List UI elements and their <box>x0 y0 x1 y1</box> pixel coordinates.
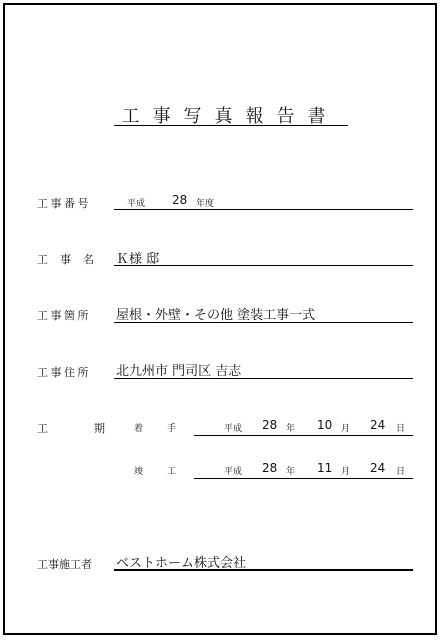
construction-address-underline <box>114 378 413 379</box>
construction-name-value: Ｋ様 邸 <box>116 252 160 267</box>
end-year: 28 <box>262 461 278 475</box>
end-era: 平成 <box>224 467 243 477</box>
end-label: 竣工 <box>134 467 201 477</box>
construction-period-label: 工期 <box>37 422 151 435</box>
start-era: 平成 <box>224 424 243 434</box>
construction-location-value: 屋根・外壁・その他 塗装工事一式 <box>116 308 316 323</box>
end-day: 24 <box>370 461 386 475</box>
contractor-label: 工事施工者 <box>37 558 92 571</box>
construction-name-label: 工事名 <box>37 253 106 266</box>
contractor-value: ベストホーム株式会社 <box>116 556 247 571</box>
start-date-underline <box>194 435 413 436</box>
construction-number-era: 平成 <box>127 199 146 209</box>
end-month-unit: 月 <box>341 467 351 477</box>
end-day-unit: 日 <box>396 467 406 477</box>
construction-number-suffix: 年度 <box>196 199 215 209</box>
start-month: 10 <box>317 418 333 432</box>
construction-number-underline <box>114 209 413 210</box>
construction-address-label: 工事住所 <box>37 366 91 379</box>
title-underline <box>114 125 348 126</box>
document-title: 工事写真報告書 <box>121 106 339 127</box>
construction-name-underline <box>114 265 413 266</box>
contractor-underline <box>114 569 413 571</box>
end-month: 11 <box>317 461 333 475</box>
start-year-unit: 年 <box>286 424 296 434</box>
end-date-underline <box>194 478 413 479</box>
start-day: 24 <box>370 418 386 432</box>
start-label: 着手 <box>134 424 201 434</box>
construction-number-label: 工事番号 <box>37 197 91 210</box>
construction-address-value: 北九州市 門司区 吉志 <box>116 364 242 379</box>
construction-location-underline <box>114 322 413 323</box>
construction-number-year: 28 <box>172 193 188 207</box>
start-day-unit: 日 <box>396 424 406 434</box>
start-month-unit: 月 <box>341 424 351 434</box>
end-year-unit: 年 <box>286 467 296 477</box>
construction-location-label: 工事箇所 <box>37 309 91 322</box>
start-year: 28 <box>262 418 278 432</box>
